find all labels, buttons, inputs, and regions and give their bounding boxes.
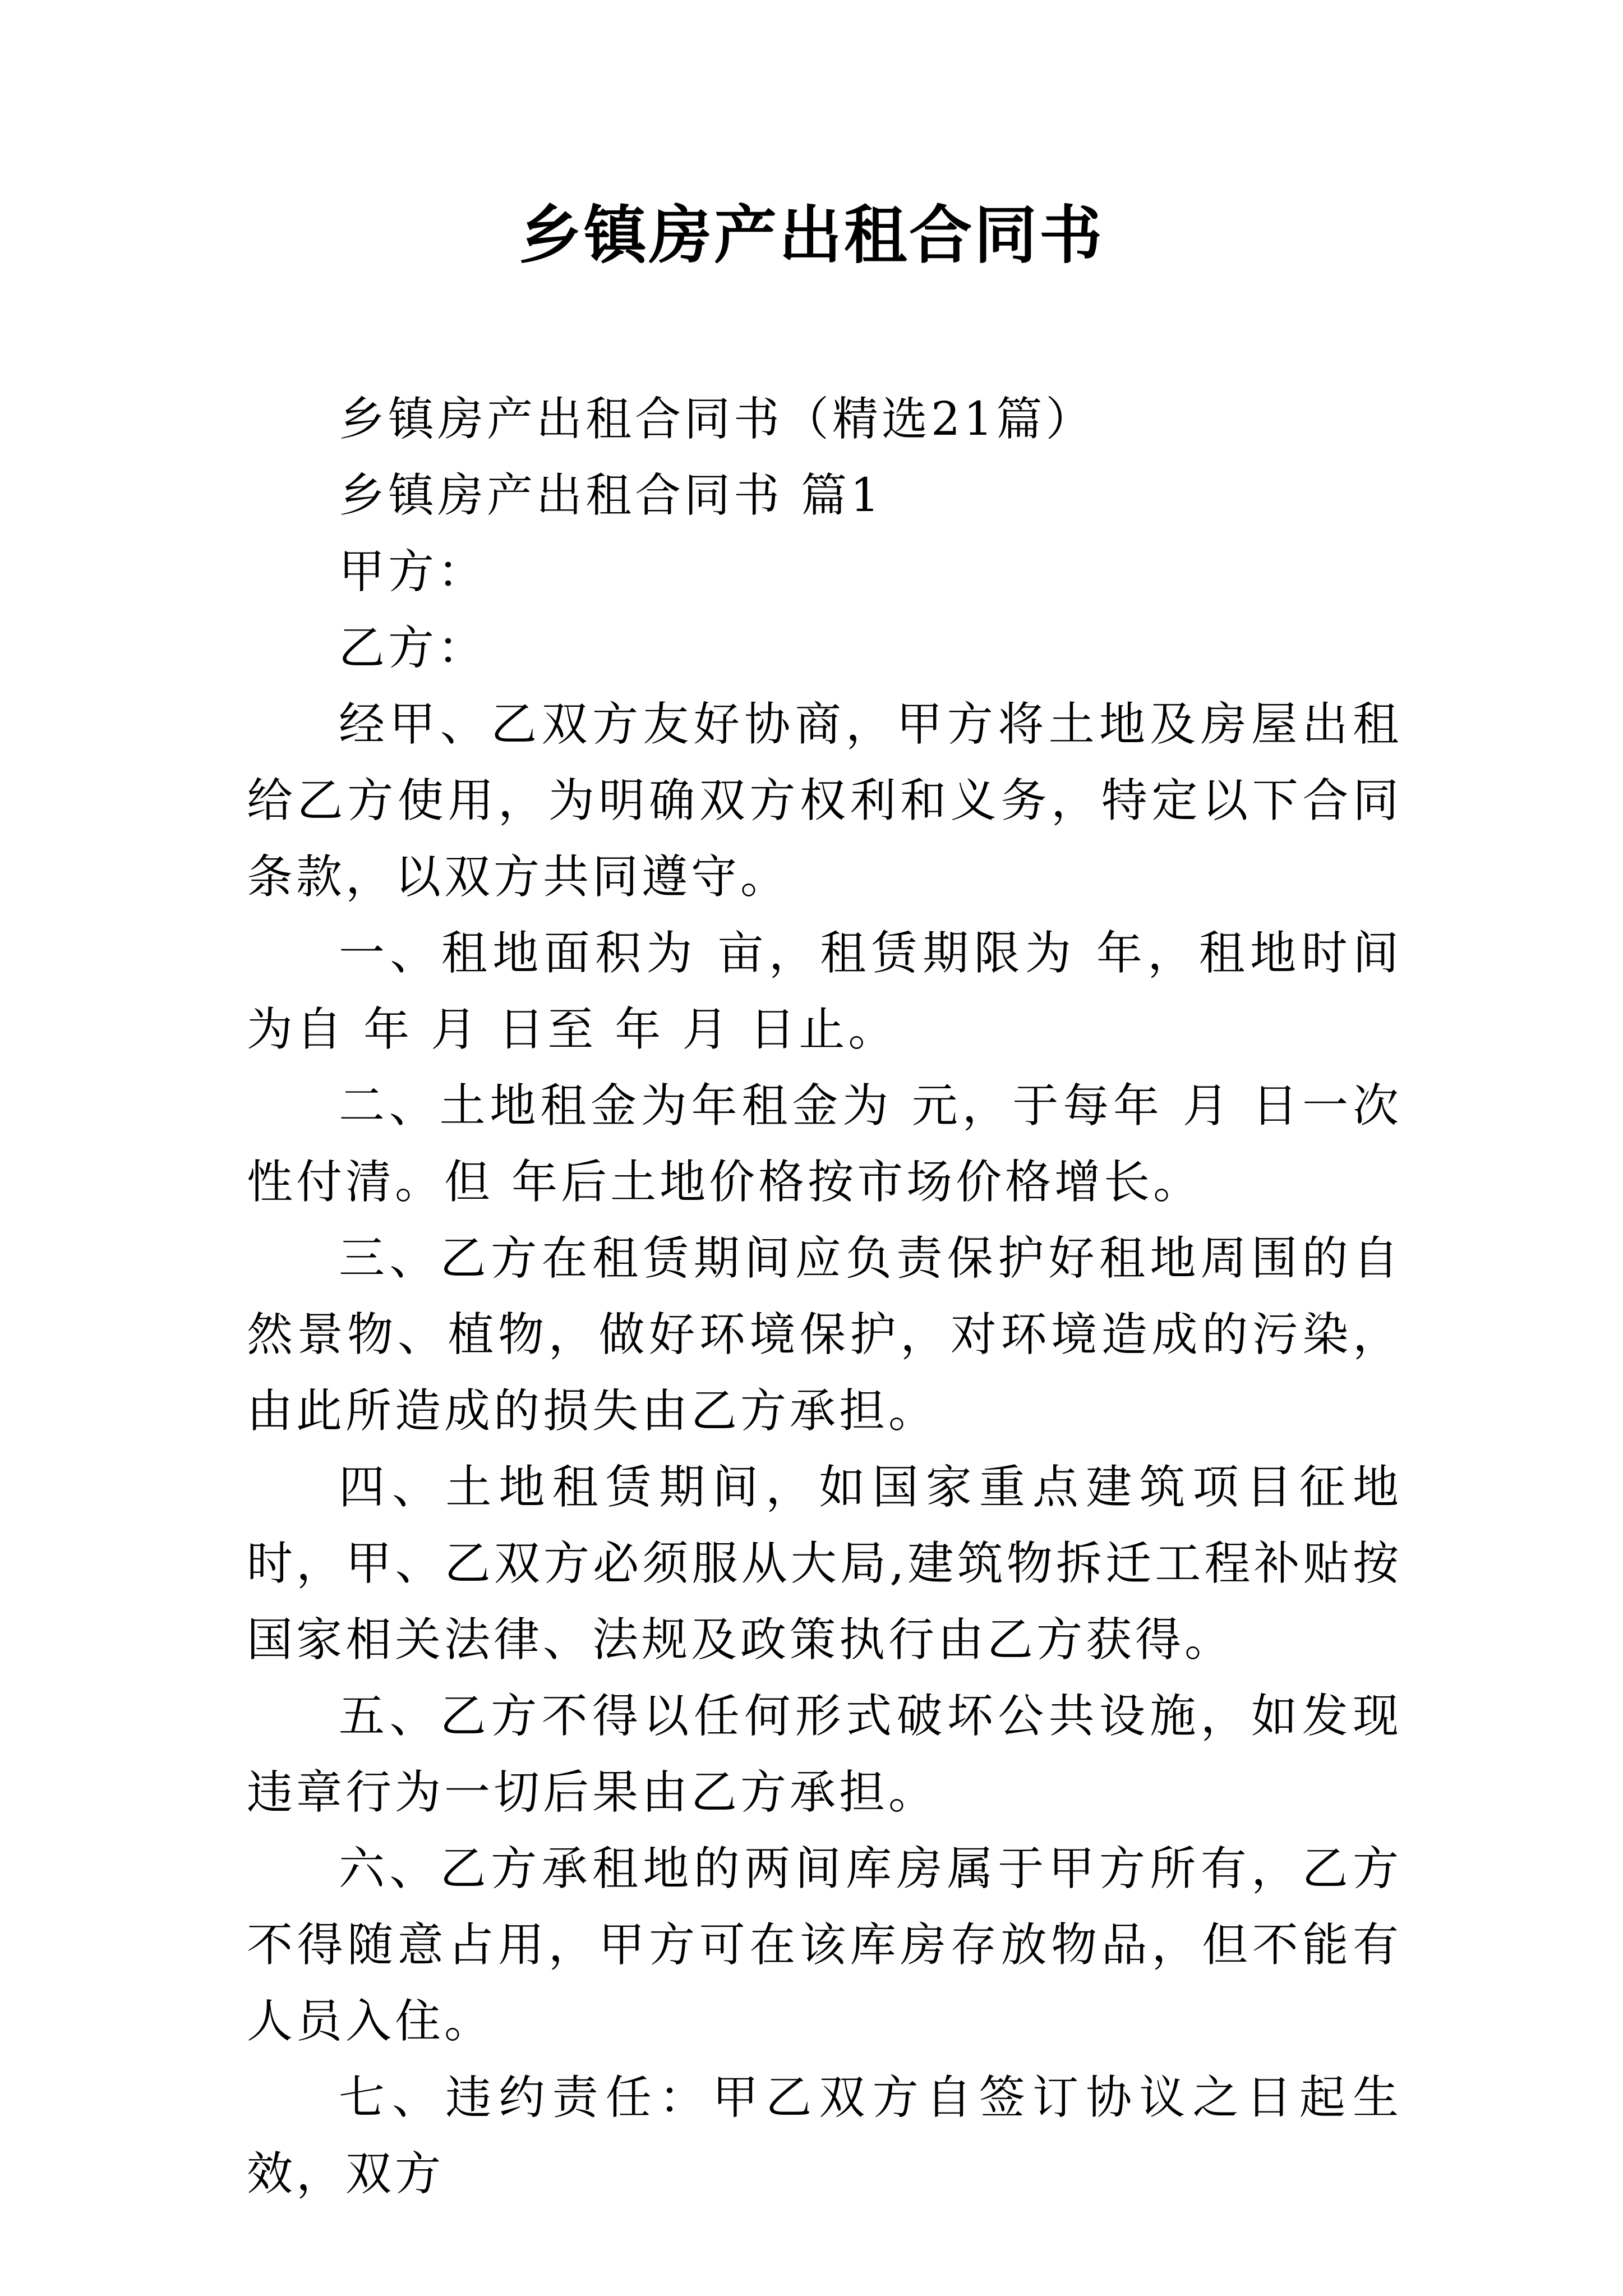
paragraph-preamble: 经甲、乙双方友好协商，甲方将土地及房屋出租给乙方使用，为明确双方权利和义务，特定以下合同条款，以双方共同遵守。	[247, 698, 1402, 904]
paragraph-clause-3: 三、乙方在租赁期间应负责保护好租地周围的自然景物、植物，做好环境保护，对环境造成的污染，由此所造成的损失由乙方承担。	[247, 1232, 1402, 1438]
paragraph-party-a: 甲方：	[339, 545, 487, 599]
paragraph-clause-4: 四、土地租赁期间，如国家重点建筑项目征地时，甲、乙双方必须服从大局,建筑物拆迁工程补贴按国家相关法律、法规及政策执行由乙方获得。	[247, 1461, 1402, 1667]
document-body	[247, 381, 1402, 2212]
paragraph-section-heading: 乡镇房产出租合同书 篇1	[339, 469, 883, 522]
paragraph-clause-6: 六、乙方承租地的两间库房属于甲方所有，乙方不得随意占用，甲方可在该库房存放物品，但不能有人员入住。	[247, 1842, 1402, 2048]
paragraph-clause-5: 五、乙方不得以任何形式破坏公共设施，如发现违章行为一切后果由乙方承担。	[247, 1690, 1402, 1819]
paragraph-party-b: 乙方：	[339, 622, 487, 675]
paragraph-clause-1: 一、租地面积为 亩，租赁期限为 年，租地时间为自 年 月 日至 年 月 日止。	[247, 927, 1402, 1056]
paragraph-clause-2: 二、土地租金为年租金为 元，于每年 月 日一次性付清。但 年后土地价格按市场价格增长。	[247, 1079, 1402, 1209]
paragraph-clause-7: 七、违约责任：甲乙双方自签订协议之日起生效，双方	[247, 2071, 1402, 2201]
document-title: 乡镇房产出租合同书	[519, 199, 1104, 272]
paragraph-subtitle: 乡镇房产出租合同书（精选21篇）	[339, 393, 1095, 446]
